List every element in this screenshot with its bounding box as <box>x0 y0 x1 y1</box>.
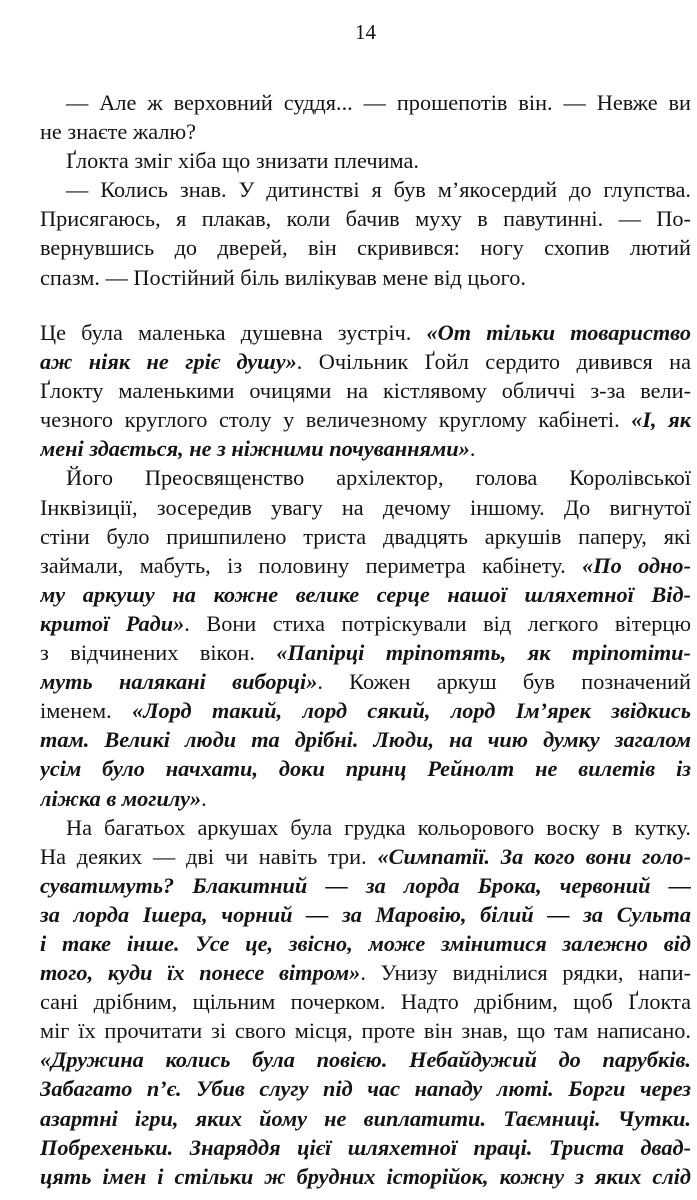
text-line <box>40 263 691 292</box>
body-text: не знаєте жалю? <box>40 119 197 145</box>
text-line <box>40 784 691 813</box>
inner-thought-text: «І, як <box>631 407 691 433</box>
body-text: з відчинених вікон. <box>40 640 277 666</box>
text-line <box>40 1133 691 1162</box>
inner-thought-text: цять імен і стільки ж брудних історійок, кожну з яких слід <box>40 1163 691 1189</box>
text-line <box>40 1045 691 1074</box>
paragraph <box>40 463 691 812</box>
body-text: Це була маленька душевна зустріч. <box>40 320 427 345</box>
text-line <box>40 1016 691 1045</box>
body-text: займали, мабуть, із половину периметра кабінету. <box>40 552 583 578</box>
body-text: . Вони стиха потріскували від легкого вітерцю <box>184 610 691 636</box>
inner-thought-text: ліжка в могилу» <box>40 785 202 811</box>
inner-thought-text: суватимуть? Блакитний — за лорда Брока, червоний — <box>40 872 691 898</box>
text-line <box>40 900 691 929</box>
text-line <box>40 376 691 405</box>
inner-thought-text: «От тільки товариство <box>426 320 691 345</box>
body-text: Інквізиції, зосередив увагу на дечому іншому. До вигнутої <box>40 494 691 520</box>
text-line <box>40 117 691 146</box>
text-line <box>40 580 691 609</box>
body-text: . Очільник Ґойл сердито дивився на <box>296 349 691 375</box>
text-line <box>40 871 691 900</box>
body-text: Ґлокту маленькими очицями на кістлявому обличчі з-за вели- <box>40 378 691 404</box>
body-text: На багатьох аркушах була грудка кольорового воску в кутку. <box>66 814 691 840</box>
inner-thought-text: муть налякані виборці» <box>40 669 318 695</box>
body-text: — Колись знав. У дитинстві я був м’якосердий до глупства. <box>66 177 691 203</box>
text-line <box>40 405 691 434</box>
text-line <box>40 347 691 376</box>
body-text: сані дрібним, щільним почерком. Надто дрібним, щоб Ґлокта <box>40 989 691 1015</box>
inner-thought-text: «По одно- <box>582 552 691 578</box>
inner-thought-text: азартні ігри, яких йому не виплатити. Таємниці. Чутки. <box>40 1105 691 1131</box>
text-line <box>40 1104 691 1133</box>
text-line <box>40 754 691 783</box>
inner-thought-text: критої Ради» <box>40 610 185 636</box>
body-text: спазм. — Постійний біль вилікував мене від цього. <box>40 264 526 290</box>
text-line <box>40 493 691 522</box>
body-text: На деяких — дві чи навіть три. <box>40 843 378 869</box>
body-text: . <box>469 436 476 462</box>
text-line <box>40 667 691 696</box>
inner-thought-text: усім було начхати, доки принц Рейнолт не вилетів із <box>40 756 691 782</box>
body-text: Присягаюсь, я плакав, коли бачив муху в павутинні. — По- <box>40 206 691 232</box>
text-line <box>40 696 691 725</box>
text-line <box>40 204 691 233</box>
text-line <box>40 551 691 580</box>
inner-thought-text: аж ніяк не гріє душу» <box>40 349 297 375</box>
paragraph <box>40 175 691 291</box>
inner-thought-text: Побрехеньки. Знаряддя цієї шляхетної праці. Триста двад- <box>40 1134 691 1160</box>
body-text: стіни було пришпилено триста двадцять аркушів паперу, які <box>40 523 691 549</box>
inner-thought-text: «Симпатії. За кого вони голо- <box>377 843 691 869</box>
paragraph <box>40 146 691 175</box>
text-line <box>40 638 691 667</box>
page-number: 14 <box>355 20 376 44</box>
paragraph <box>40 88 691 146</box>
body-text: міг їх прочитати зі свого місця, проте він знав, що там написано. <box>40 1018 691 1044</box>
text-line <box>40 175 691 204</box>
body-text: . Унизу виднілися рядки, напи- <box>360 960 691 986</box>
inner-thought-text: му аркушу на кожне велике серце нашої шляхетної Від- <box>40 581 691 607</box>
book-page <box>40 0 691 1200</box>
inner-thought-text: того, куди їх понесе вітром» <box>40 960 361 986</box>
text-line <box>40 463 691 492</box>
text-line <box>40 522 691 551</box>
inner-thought-text: Забагато п’є. Убив слугу під час нападу люті. Борги через <box>40 1076 691 1102</box>
body-text: — Але ж верховний суддя... — прошепотів він. — Невже ви <box>66 90 691 115</box>
text-line <box>40 1074 691 1103</box>
text-line <box>40 813 691 842</box>
text-line <box>40 958 691 987</box>
dialogue-block <box>40 88 691 292</box>
text-line <box>40 929 691 958</box>
inner-thought-text: мені здається, не з ніжними почуваннями» <box>40 436 470 462</box>
text-line <box>40 233 691 262</box>
text-line <box>40 842 691 871</box>
body-text: . Кожен аркуш був позначений <box>317 669 691 695</box>
inner-thought-text: «Дружина колись була повією. Небайдужий до парубків. <box>40 1047 691 1073</box>
body-text: іменем. <box>40 698 133 724</box>
body-text: Ґлокта зміг хіба що знизати плечима. <box>66 148 419 174</box>
text-line <box>40 434 691 463</box>
text-line <box>40 318 691 347</box>
text-line <box>40 987 691 1016</box>
body-text: . <box>201 785 207 811</box>
text-line <box>40 146 691 175</box>
paragraph <box>40 318 691 463</box>
inner-thought-text: там. Великі люди та дрібні. Люди, на чию думку загалом <box>40 727 691 753</box>
inner-thought-text: «Лорд такий, лорд сякий, лорд Ім’ярек звідкись <box>132 698 691 724</box>
text-line <box>40 609 691 638</box>
narrative-block <box>40 318 691 1191</box>
text-line <box>40 1162 691 1191</box>
text-line <box>40 88 691 117</box>
body-text: чезного круглого столу у величезному круглому кабінеті. <box>40 407 632 433</box>
inner-thought-text: і таке інше. Усе це, звісно, може змінитися залежно від <box>40 930 691 956</box>
paragraph <box>40 813 691 1191</box>
inner-thought-text: за лорда Ішера, чорний — за Маровію, білий — за Сульта <box>40 901 691 927</box>
inner-thought-text: «Папірці тріпотять, як тріпотіти- <box>276 640 691 666</box>
body-text: вернувшись до дверей, він скривився: ногу схопив лютий <box>40 235 691 261</box>
body-text: Його Преосвященство архілектор, голова Королівської <box>66 465 691 491</box>
text-line <box>40 725 691 754</box>
